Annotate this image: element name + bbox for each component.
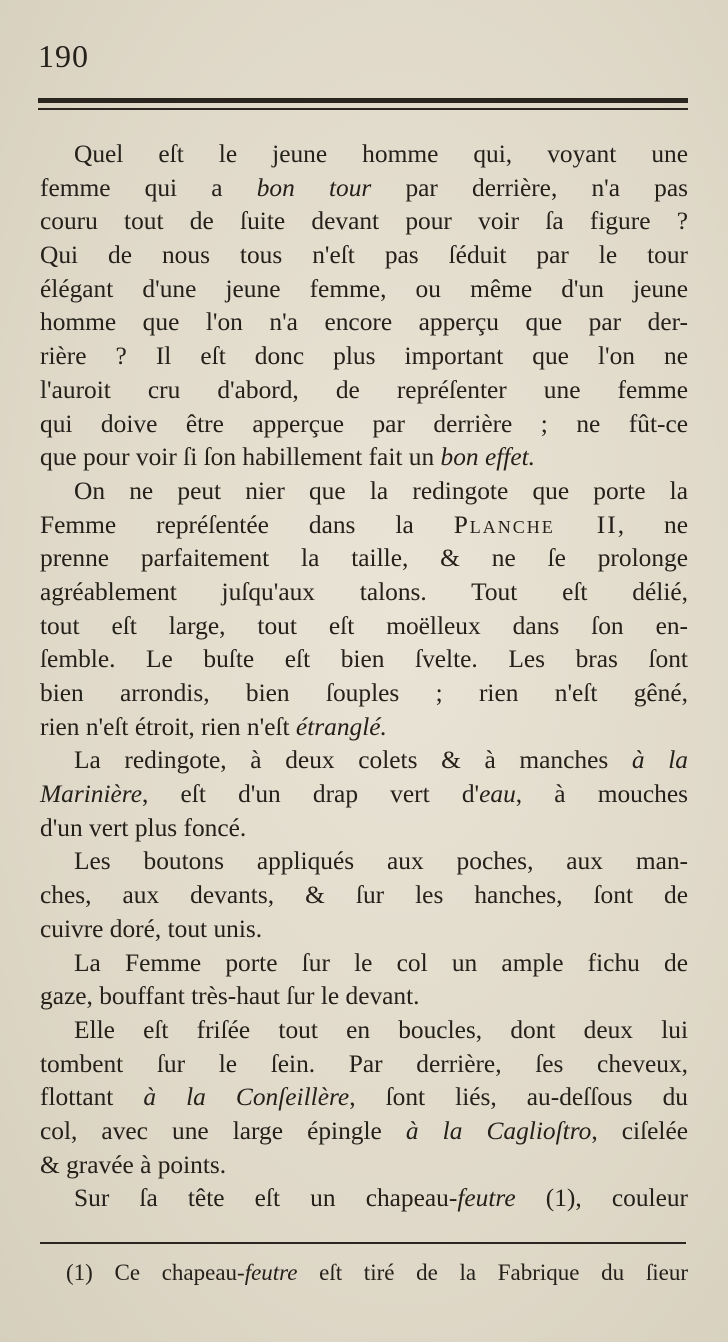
text-line: tout eſt large, tout eſt moëlleux dans ſon en-	[40, 611, 688, 640]
plate-reference: Planche II	[453, 510, 618, 539]
text-line: rière ? Il eſt donc plus important que l'on ne	[40, 342, 688, 371]
page-number: 190	[38, 38, 89, 74]
text-line: Elle eſt friſée tout en boucles, dont deux lui	[74, 1015, 688, 1044]
header-rule	[38, 98, 688, 112]
text-line: Sur ſa tête eſt un chapeau-feutre (1), couleur	[74, 1184, 688, 1213]
text-line: qui doive être apperçue par derrière ; ne fût-ce	[40, 409, 688, 438]
text-line: On ne peut nier que la redingote que porte la	[74, 476, 688, 505]
text-line: flottant à la Conſeillère, ſont liés, au-deſſous du	[40, 1083, 688, 1112]
text-line: l'auroit cru d'abord, de repréſenter une femme	[40, 375, 688, 404]
text-line: tombent ſur le ſein. Par derrière, ſes cheveux,	[40, 1049, 688, 1078]
text-line: d'un vert plus foncé.	[40, 813, 247, 842]
text-line: col, avec une large épingle à la Caglioſtro, ciſelée	[40, 1116, 688, 1145]
text-line: Qui de nous tous n'eſt pas ſéduit par le tour	[40, 241, 688, 270]
text-line: cuivre doré, tout unis.	[40, 914, 263, 943]
text-line: Les boutons appliqués aux poches, aux man-	[74, 847, 688, 876]
text-line: gaze, bouffant très-haut ſur le devant.	[40, 982, 420, 1011]
text-line: Marinière, eſt d'un drap vert d'eau, à mouches	[40, 780, 688, 809]
text-line: femme qui a bon tour par derrière, n'a pas	[40, 173, 688, 202]
text-line: homme que l'on n'a encore apperçu que par der-	[40, 308, 688, 337]
text-line: La redingote, à deux colets & à manches à la	[74, 746, 688, 775]
text-line: couru tout de ſuite devant pour voir ſa figure ?	[40, 207, 688, 236]
text-line: élégant d'une jeune femme, ou même d'un jeune	[40, 274, 688, 303]
text-line: bien arrondis, bien ſouples ; rien n'eſt gêné,	[40, 679, 688, 707]
text-line: ches, aux devants, & ſur les hanches, ſont de	[40, 881, 688, 910]
text-line: rien n'eſt étroit, rien n'eſt étranglé.	[40, 712, 387, 741]
header-rule-thick	[38, 98, 688, 103]
text-line: Femme repréſentée dans la Planche II, ne	[40, 510, 688, 539]
text-line: & gravée à points.	[40, 1150, 227, 1179]
text-line: que pour voir ſi ſon habillement fait un bon effet.	[40, 443, 536, 472]
header-rule-thin	[38, 108, 688, 110]
text-line: agréablement juſqu'aux talons. Tout eſt délié,	[40, 577, 688, 606]
text-line: La Femme porte ſur le col un ample fichu de	[74, 948, 688, 977]
body-text	[40, 138, 688, 1216]
text-line: ſemble. Le buſte eſt bien ſvelte. Les bras ſont	[40, 645, 688, 674]
footnote-rule	[40, 1242, 686, 1244]
text-line: prenne parfaitement la taille, & ne ſe prolonge	[40, 544, 688, 573]
text-line: Quel eſt le jeune homme qui, voyant une	[74, 140, 688, 168]
footnote: (1) Ce chapeau-feutre eſt tiré de la Fabrique du ſieur	[66, 1260, 688, 1285]
